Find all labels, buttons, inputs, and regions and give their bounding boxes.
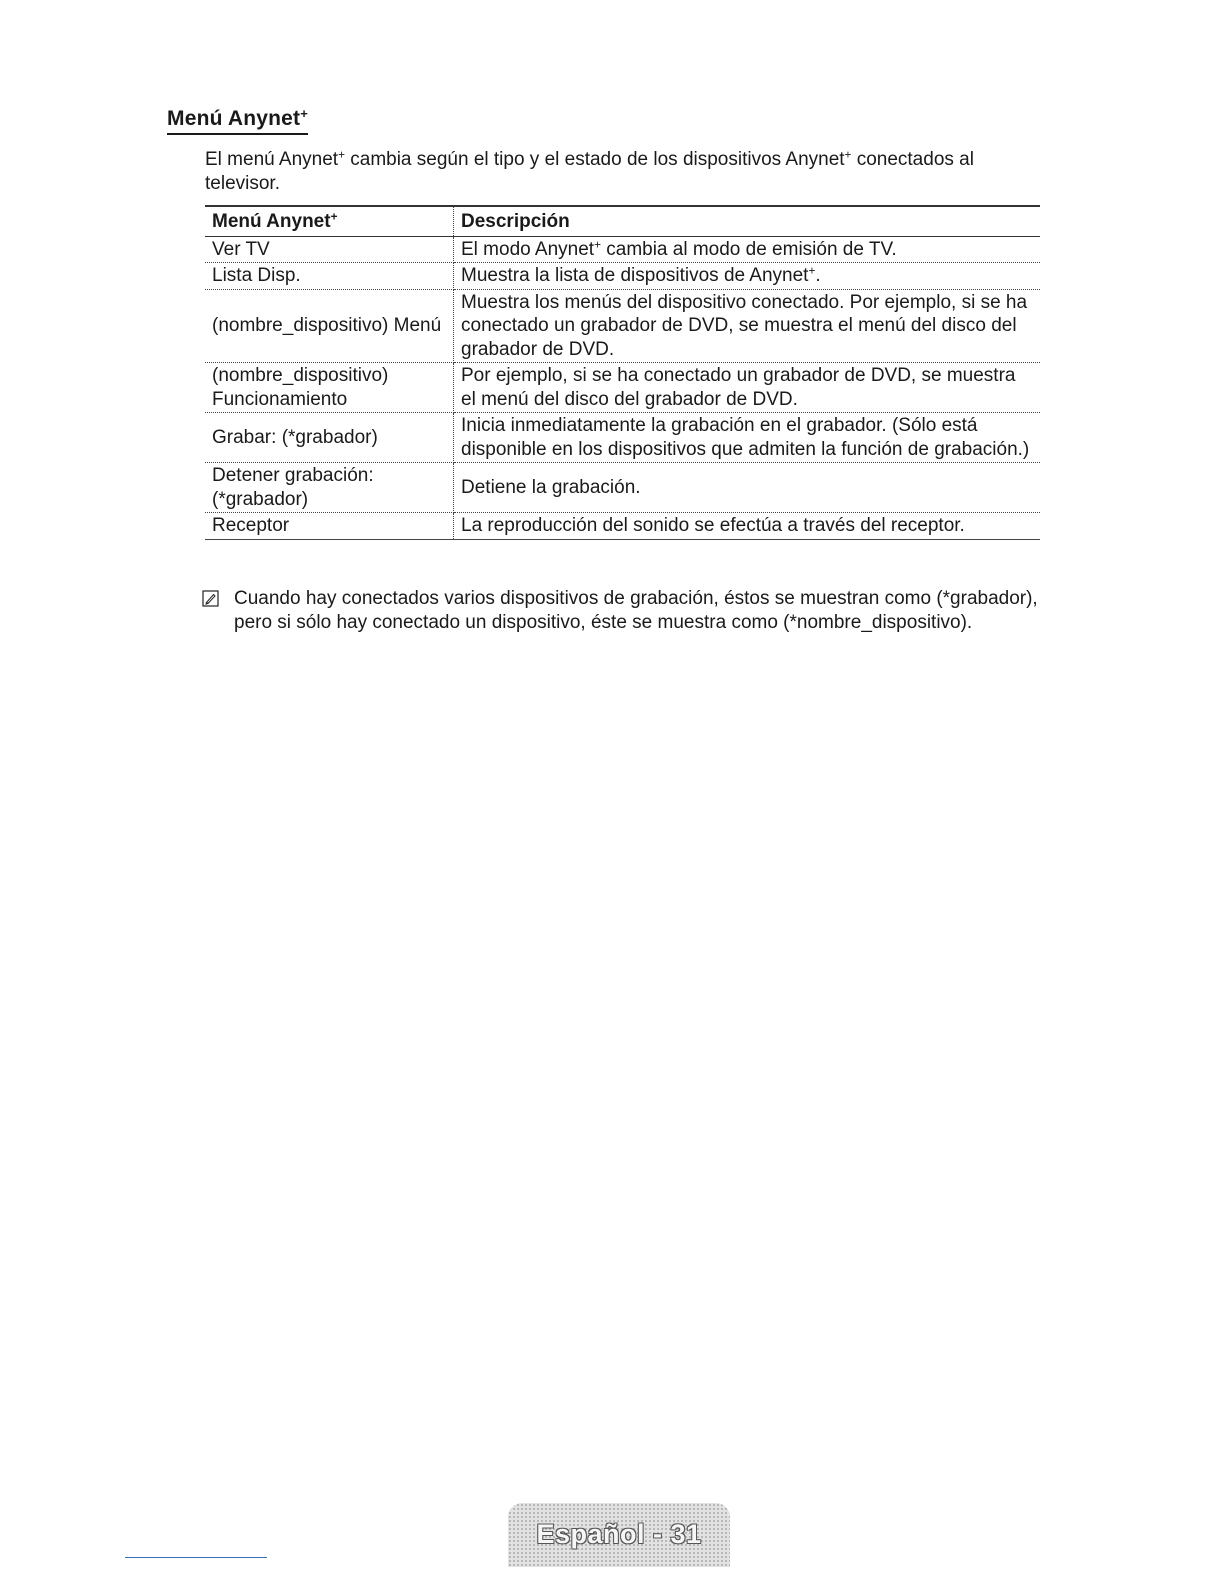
row-menu-record: Grabar: (*grabador) — [205, 413, 454, 463]
table-row — [205, 363, 1040, 413]
row-desc-ver-tv — [454, 236, 1041, 263]
section-title-text: Menú Anynet — [167, 107, 301, 130]
header-menu-text: Menú Anynet — [212, 211, 331, 232]
intro-sup-1: + — [338, 148, 345, 162]
table-row — [205, 513, 1040, 540]
row-desc-rest: cambia al modo de emisión de TV. — [600, 238, 897, 260]
section-title-sup: + — [300, 105, 309, 121]
row-desc-device-menu: Muestra los menús del dispositivo conectado. Por ejemplo, si se ha conectado un grabador de DVD, se muestra el menú del disco del grabador de DVD. — [454, 289, 1041, 363]
note-icon — [202, 590, 219, 607]
note-text: Cuando hay conectados varios dispositivos de grabación, éstos se muestran como (*grabador), pero si sólo hay conectado un dispositivo, éste se muestra como (*nombre_dispositivo). — [234, 588, 1038, 633]
intro-part-2: cambia según el tipo y el estado de los dispositivos Anynet — [344, 149, 845, 170]
intro-sup-2: + — [844, 148, 852, 162]
row-desc-stop-recording: Detiene la grabación. — [454, 463, 1041, 513]
table-row — [205, 236, 1040, 263]
note — [202, 587, 1052, 635]
row-menu-device-operation: (nombre_dispositivo) Funcionamiento — [205, 363, 454, 413]
anynet-menu-table — [205, 205, 1040, 540]
table-header — [205, 206, 1040, 236]
row-menu-lista-disp: Lista Disp. — [205, 263, 454, 290]
intro-part-1: El menú Anynet — [205, 149, 339, 170]
row-desc-text: Muestra la lista de dispositivos de Anynet — [461, 265, 809, 286]
row-desc-lista-disp — [454, 263, 1041, 290]
row-desc-rest: . — [815, 265, 821, 286]
row-desc-sup: + — [594, 238, 601, 252]
footer-rule — [125, 1557, 267, 1558]
table-header-row — [205, 206, 1040, 236]
header-menu-sup: + — [330, 210, 338, 224]
section-title — [167, 106, 308, 135]
row-desc-receiver: La reproducción del sonido se efectúa a través del receptor. — [454, 513, 1041, 540]
row-menu-device-menu: (nombre_dispositivo) Menú — [205, 289, 454, 363]
row-menu-receiver: Receptor — [205, 513, 454, 540]
row-menu-stop-recording: Detener grabación: (*grabador) — [205, 463, 454, 513]
header-description: Descripción — [454, 206, 1041, 236]
table-row — [205, 263, 1040, 290]
row-desc-device-operation: Por ejemplo, si se ha conectado un grabador de DVD, se muestra el menú del disco del grabador de DVD. — [454, 363, 1041, 413]
table-body — [205, 236, 1040, 539]
row-desc-record: Inicia inmediatamente la grabación en el grabador. (Sólo está disponible en los dispositivos que admiten la función de grabación.) — [454, 413, 1041, 463]
intro-paragraph — [205, 148, 1015, 196]
page-number-badge: Español - 31 — [508, 1503, 730, 1567]
row-desc-sup: + — [808, 264, 816, 278]
intro-part-3: conectados al televisor. — [205, 149, 974, 194]
table-row — [205, 413, 1040, 463]
table-row — [205, 289, 1040, 363]
row-menu-ver-tv: Ver TV — [205, 236, 454, 263]
row-desc-text: El modo Anynet — [461, 238, 595, 260]
table-row — [205, 463, 1040, 513]
header-menu — [205, 206, 454, 236]
